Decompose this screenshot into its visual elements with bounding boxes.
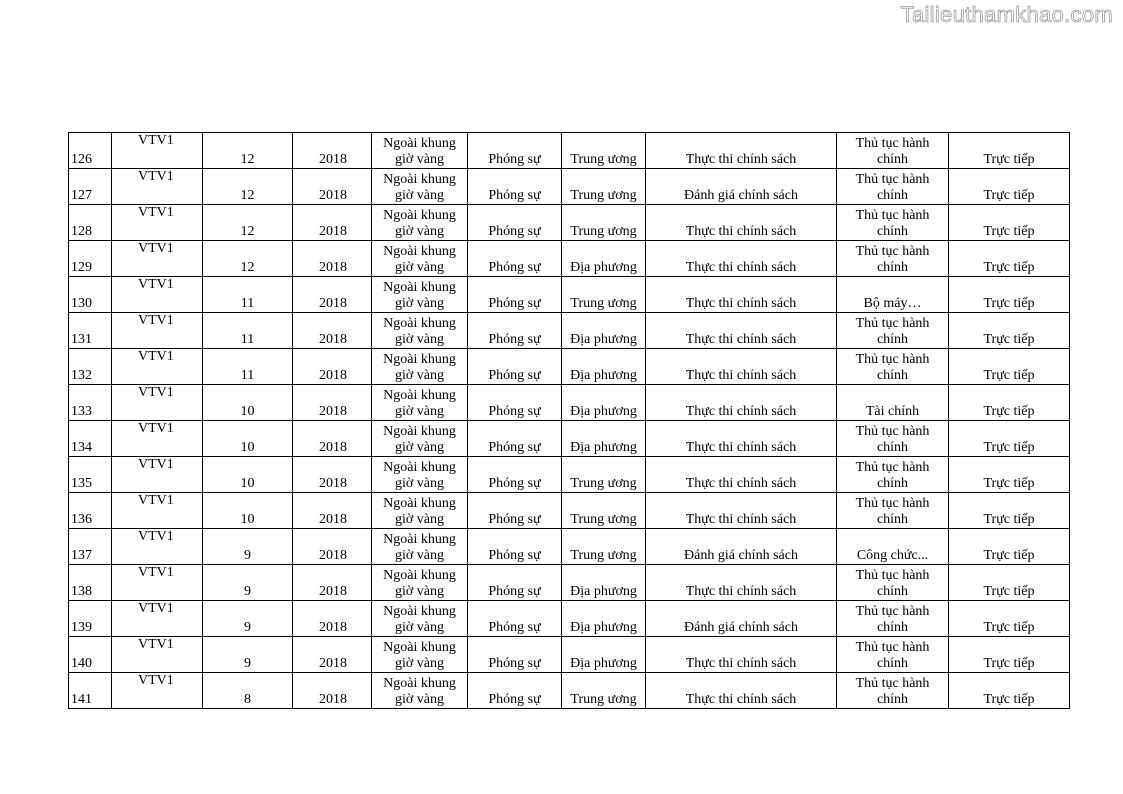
cell-linh-vuc-line2: chính — [876, 512, 909, 527]
cell-nam: 2018 — [293, 529, 372, 565]
cell-stt: 138 — [69, 565, 112, 601]
table-row — [69, 133, 1070, 169]
cell-cap: Địa phương — [562, 637, 646, 673]
cell-khung-gio — [372, 457, 468, 493]
cell-linh-vuc-line2: chính — [876, 188, 909, 203]
cell-linh-vuc — [837, 421, 949, 457]
cell-linh-vuc-line2: chính — [876, 260, 909, 275]
cell-linh-vuc-line2: chính — [876, 692, 909, 707]
cell-linh-vuc — [837, 133, 949, 169]
cell-noi-dung: Thực thi chính sách — [646, 277, 837, 313]
table-row — [69, 385, 1070, 421]
cell-cap: Trung ương — [562, 493, 646, 529]
cell-nam: 2018 — [293, 133, 372, 169]
cell-linh-vuc — [837, 241, 949, 277]
cell-nam: 2018 — [293, 205, 372, 241]
cell-thang: 9 — [203, 565, 293, 601]
table-row — [69, 493, 1070, 529]
cell-khung-gio-line1: Ngoài khung — [383, 604, 456, 619]
cell-linh-vuc-line1: Thủ tục hành — [855, 352, 930, 367]
cell-khung-gio — [372, 277, 468, 313]
cell-hinh-thuc: Trực tiếp — [949, 457, 1070, 493]
cell-noi-dung: Thực thi chính sách — [646, 205, 837, 241]
cell-stt: 134 — [69, 421, 112, 457]
cell-noi-dung: Thực thi chính sách — [646, 313, 837, 349]
cell-hinh-thuc: Trực tiếp — [949, 673, 1070, 709]
cell-linh-vuc-line2: chính — [876, 440, 909, 455]
cell-linh-vuc-line1: Thủ tục hành — [855, 316, 930, 331]
cell-khung-gio-line2: giờ vàng — [394, 512, 444, 527]
cell-khung-gio-line2: giờ vàng — [394, 332, 444, 347]
cell-khung-gio — [372, 529, 468, 565]
table-row — [69, 241, 1070, 277]
cell-stt: 129 — [69, 241, 112, 277]
cell-khung-gio-line2: giờ vàng — [394, 476, 444, 491]
cell-kenh: VTV1 — [112, 277, 203, 313]
cell-linh-vuc-line1: Thủ tục hành — [855, 244, 930, 259]
cell-khung-gio-line2: giờ vàng — [394, 620, 444, 635]
cell-linh-vuc-line1: Thủ tục hành — [855, 676, 930, 691]
cell-stt: 130 — [69, 277, 112, 313]
cell-nam: 2018 — [293, 565, 372, 601]
cell-linh-vuc-line2: Tài chính — [865, 404, 920, 419]
cell-noi-dung: Thực thi chính sách — [646, 565, 837, 601]
cell-linh-vuc-line1: Thủ tục hành — [855, 460, 930, 475]
cell-khung-gio-line2: giờ vàng — [394, 260, 444, 275]
cell-stt: 135 — [69, 457, 112, 493]
cell-khung-gio-line2: giờ vàng — [394, 692, 444, 707]
cell-noi-dung: Thực thi chính sách — [646, 457, 837, 493]
cell-linh-vuc-line2: chính — [876, 584, 909, 599]
cell-khung-gio-line1: Ngoài khung — [383, 568, 456, 583]
cell-linh-vuc-line2: Công chức... — [856, 548, 929, 563]
cell-khung-gio-line1: Ngoài khung — [383, 532, 456, 547]
cell-cap: Trung ương — [562, 205, 646, 241]
cell-khung-gio — [372, 133, 468, 169]
cell-cap: Địa phương — [562, 241, 646, 277]
data-table — [68, 132, 1070, 709]
table-row — [69, 349, 1070, 385]
cell-khung-gio-line2: giờ vàng — [394, 368, 444, 383]
cell-khung-gio-line1: Ngoài khung — [383, 244, 456, 259]
cell-noi-dung: Đánh giá chính sách — [646, 169, 837, 205]
cell-thang: 11 — [203, 277, 293, 313]
cell-noi-dung: Thực thi chính sách — [646, 637, 837, 673]
cell-cap: Địa phương — [562, 385, 646, 421]
cell-the-loai: Phóng sự — [468, 385, 562, 421]
cell-nam: 2018 — [293, 673, 372, 709]
cell-noi-dung: Thực thi chính sách — [646, 385, 837, 421]
cell-hinh-thuc: Trực tiếp — [949, 133, 1070, 169]
cell-thang: 10 — [203, 385, 293, 421]
table-row — [69, 637, 1070, 673]
cell-linh-vuc-line1: Thủ tục hành — [855, 172, 930, 187]
cell-kenh: VTV1 — [112, 313, 203, 349]
cell-nam: 2018 — [293, 313, 372, 349]
cell-stt: 140 — [69, 637, 112, 673]
cell-nam: 2018 — [293, 421, 372, 457]
table-row — [69, 673, 1070, 709]
cell-linh-vuc — [837, 277, 949, 313]
cell-thang: 12 — [203, 169, 293, 205]
table-row — [69, 421, 1070, 457]
cell-the-loai: Phóng sự — [468, 241, 562, 277]
cell-kenh: VTV1 — [112, 673, 203, 709]
cell-khung-gio — [372, 385, 468, 421]
cell-stt: 139 — [69, 601, 112, 637]
cell-stt: 133 — [69, 385, 112, 421]
cell-linh-vuc — [837, 349, 949, 385]
cell-thang: 8 — [203, 673, 293, 709]
cell-khung-gio-line2: giờ vàng — [394, 656, 444, 671]
cell-khung-gio-line1: Ngoài khung — [383, 460, 456, 475]
cell-the-loai: Phóng sự — [468, 529, 562, 565]
cell-hinh-thuc: Trực tiếp — [949, 637, 1070, 673]
cell-hinh-thuc: Trực tiếp — [949, 241, 1070, 277]
cell-hinh-thuc: Trực tiếp — [949, 385, 1070, 421]
cell-stt: 132 — [69, 349, 112, 385]
cell-linh-vuc — [837, 673, 949, 709]
table-row — [69, 457, 1070, 493]
cell-cap: Trung ương — [562, 169, 646, 205]
cell-thang: 9 — [203, 637, 293, 673]
cell-khung-gio-line1: Ngoài khung — [383, 676, 456, 691]
cell-cap: Trung ương — [562, 457, 646, 493]
cell-linh-vuc-line1: Thủ tục hành — [855, 496, 930, 511]
cell-kenh: VTV1 — [112, 133, 203, 169]
cell-stt: 131 — [69, 313, 112, 349]
cell-the-loai: Phóng sự — [468, 565, 562, 601]
cell-khung-gio-line1: Ngoài khung — [383, 640, 456, 655]
cell-cap: Địa phương — [562, 313, 646, 349]
cell-the-loai: Phóng sự — [468, 169, 562, 205]
cell-khung-gio-line2: giờ vàng — [394, 152, 444, 167]
cell-the-loai: Phóng sự — [468, 349, 562, 385]
cell-khung-gio — [372, 313, 468, 349]
cell-khung-gio — [372, 673, 468, 709]
cell-stt: 141 — [69, 673, 112, 709]
cell-linh-vuc — [837, 169, 949, 205]
cell-hinh-thuc: Trực tiếp — [949, 313, 1070, 349]
cell-linh-vuc — [837, 601, 949, 637]
cell-linh-vuc — [837, 493, 949, 529]
cell-the-loai: Phóng sự — [468, 493, 562, 529]
cell-the-loai: Phóng sự — [468, 205, 562, 241]
cell-noi-dung: Đánh giá chính sách — [646, 529, 837, 565]
cell-hinh-thuc: Trực tiếp — [949, 529, 1070, 565]
cell-cap: Trung ương — [562, 529, 646, 565]
cell-thang: 10 — [203, 493, 293, 529]
cell-stt: 137 — [69, 529, 112, 565]
cell-noi-dung: Đánh giá chính sách — [646, 601, 837, 637]
cell-kenh: VTV1 — [112, 637, 203, 673]
cell-linh-vuc — [837, 529, 949, 565]
cell-thang: 11 — [203, 349, 293, 385]
cell-linh-vuc-line2: chính — [876, 656, 909, 671]
cell-cap: Địa phương — [562, 565, 646, 601]
cell-kenh: VTV1 — [112, 457, 203, 493]
cell-hinh-thuc: Trực tiếp — [949, 421, 1070, 457]
cell-the-loai: Phóng sự — [468, 133, 562, 169]
cell-khung-gio-line1: Ngoài khung — [383, 208, 456, 223]
cell-the-loai: Phóng sự — [468, 421, 562, 457]
cell-khung-gio-line2: giờ vàng — [394, 224, 444, 239]
cell-khung-gio — [372, 241, 468, 277]
cell-noi-dung: Thực thi chính sách — [646, 241, 837, 277]
cell-khung-gio — [372, 349, 468, 385]
cell-linh-vuc — [837, 637, 949, 673]
cell-linh-vuc-line2: chính — [876, 476, 909, 491]
cell-linh-vuc-line1: Thủ tục hành — [855, 568, 930, 583]
cell-nam: 2018 — [293, 385, 372, 421]
cell-kenh: VTV1 — [112, 565, 203, 601]
cell-stt: 127 — [69, 169, 112, 205]
cell-khung-gio-line1: Ngoài khung — [383, 136, 456, 151]
cell-thang: 12 — [203, 133, 293, 169]
cell-linh-vuc-line2: chính — [876, 332, 909, 347]
cell-nam: 2018 — [293, 601, 372, 637]
cell-the-loai: Phóng sự — [468, 457, 562, 493]
cell-noi-dung: Thực thi chính sách — [646, 673, 837, 709]
cell-nam: 2018 — [293, 277, 372, 313]
cell-thang: 9 — [203, 601, 293, 637]
cell-kenh: VTV1 — [112, 601, 203, 637]
cell-linh-vuc — [837, 205, 949, 241]
cell-khung-gio-line1: Ngoài khung — [383, 316, 456, 331]
cell-noi-dung: Thực thi chính sách — [646, 493, 837, 529]
cell-thang: 10 — [203, 421, 293, 457]
cell-nam: 2018 — [293, 349, 372, 385]
cell-khung-gio-line2: giờ vàng — [394, 548, 444, 563]
cell-hinh-thuc: Trực tiếp — [949, 493, 1070, 529]
cell-hinh-thuc: Trực tiếp — [949, 565, 1070, 601]
cell-khung-gio-line2: giờ vàng — [394, 404, 444, 419]
cell-cap: Địa phương — [562, 421, 646, 457]
cell-linh-vuc-line1: Thủ tục hành — [855, 604, 930, 619]
cell-noi-dung: Thực thi chính sách — [646, 133, 837, 169]
table-row — [69, 565, 1070, 601]
cell-kenh: VTV1 — [112, 493, 203, 529]
table-row — [69, 205, 1070, 241]
cell-kenh: VTV1 — [112, 349, 203, 385]
cell-kenh: VTV1 — [112, 169, 203, 205]
cell-the-loai: Phóng sự — [468, 673, 562, 709]
cell-linh-vuc-line1: Thủ tục hành — [855, 208, 930, 223]
cell-khung-gio — [372, 565, 468, 601]
cell-khung-gio — [372, 601, 468, 637]
cell-stt: 136 — [69, 493, 112, 529]
cell-khung-gio-line1: Ngoài khung — [383, 496, 456, 511]
cell-linh-vuc-line1: Thủ tục hành — [855, 424, 930, 439]
cell-thang: 12 — [203, 205, 293, 241]
cell-thang: 12 — [203, 241, 293, 277]
cell-stt: 126 — [69, 133, 112, 169]
table-row — [69, 169, 1070, 205]
cell-khung-gio-line2: giờ vàng — [394, 296, 444, 311]
table-row — [69, 313, 1070, 349]
cell-linh-vuc-line2: chính — [876, 152, 909, 167]
cell-linh-vuc — [837, 313, 949, 349]
cell-khung-gio — [372, 421, 468, 457]
cell-khung-gio-line1: Ngoài khung — [383, 424, 456, 439]
cell-khung-gio-line1: Ngoài khung — [383, 280, 456, 295]
table-row — [69, 277, 1070, 313]
cell-cap: Địa phương — [562, 601, 646, 637]
cell-linh-vuc — [837, 385, 949, 421]
cell-linh-vuc — [837, 457, 949, 493]
cell-hinh-thuc: Trực tiếp — [949, 169, 1070, 205]
cell-nam: 2018 — [293, 169, 372, 205]
cell-the-loai: Phóng sự — [468, 277, 562, 313]
cell-thang: 9 — [203, 529, 293, 565]
cell-noi-dung: Thực thi chính sách — [646, 421, 837, 457]
cell-linh-vuc-line2: chính — [876, 224, 909, 239]
cell-hinh-thuc: Trực tiếp — [949, 349, 1070, 385]
cell-nam: 2018 — [293, 241, 372, 277]
cell-kenh: VTV1 — [112, 385, 203, 421]
cell-khung-gio-line1: Ngoài khung — [383, 388, 456, 403]
cell-khung-gio — [372, 169, 468, 205]
cell-kenh: VTV1 — [112, 529, 203, 565]
cell-cap: Địa phương — [562, 349, 646, 385]
cell-khung-gio-line1: Ngoài khung — [383, 172, 456, 187]
cell-linh-vuc-line2: chính — [876, 368, 909, 383]
cell-khung-gio-line2: giờ vàng — [394, 188, 444, 203]
cell-khung-gio-line2: giờ vàng — [394, 584, 444, 599]
cell-hinh-thuc: Trực tiếp — [949, 277, 1070, 313]
cell-cap: Trung ương — [562, 133, 646, 169]
cell-kenh: VTV1 — [112, 205, 203, 241]
table-body — [69, 133, 1070, 709]
cell-khung-gio — [372, 493, 468, 529]
cell-hinh-thuc: Trực tiếp — [949, 205, 1070, 241]
cell-the-loai: Phóng sự — [468, 637, 562, 673]
cell-cap: Trung ương — [562, 277, 646, 313]
cell-kenh: VTV1 — [112, 241, 203, 277]
cell-the-loai: Phóng sự — [468, 601, 562, 637]
cell-linh-vuc-line1: Thủ tục hành — [855, 136, 930, 151]
cell-linh-vuc-line2: Bộ máy… — [863, 296, 922, 311]
cell-cap: Trung ương — [562, 673, 646, 709]
cell-khung-gio-line1: Ngoài khung — [383, 352, 456, 367]
cell-thang: 11 — [203, 313, 293, 349]
cell-linh-vuc-line1: Thủ tục hành — [855, 640, 930, 655]
table-row — [69, 601, 1070, 637]
cell-khung-gio — [372, 205, 468, 241]
cell-the-loai: Phóng sự — [468, 313, 562, 349]
cell-nam: 2018 — [293, 637, 372, 673]
cell-linh-vuc — [837, 565, 949, 601]
cell-khung-gio — [372, 637, 468, 673]
cell-nam: 2018 — [293, 457, 372, 493]
cell-linh-vuc-line2: chính — [876, 620, 909, 635]
cell-kenh: VTV1 — [112, 421, 203, 457]
table-row — [69, 529, 1070, 565]
cell-stt: 128 — [69, 205, 112, 241]
cell-nam: 2018 — [293, 493, 372, 529]
cell-khung-gio-line2: giờ vàng — [394, 440, 444, 455]
watermark-text: Tailieuthamkhao.com — [900, 2, 1113, 27]
cell-thang: 10 — [203, 457, 293, 493]
cell-hinh-thuc: Trực tiếp — [949, 601, 1070, 637]
cell-noi-dung: Thực thi chính sách — [646, 349, 837, 385]
